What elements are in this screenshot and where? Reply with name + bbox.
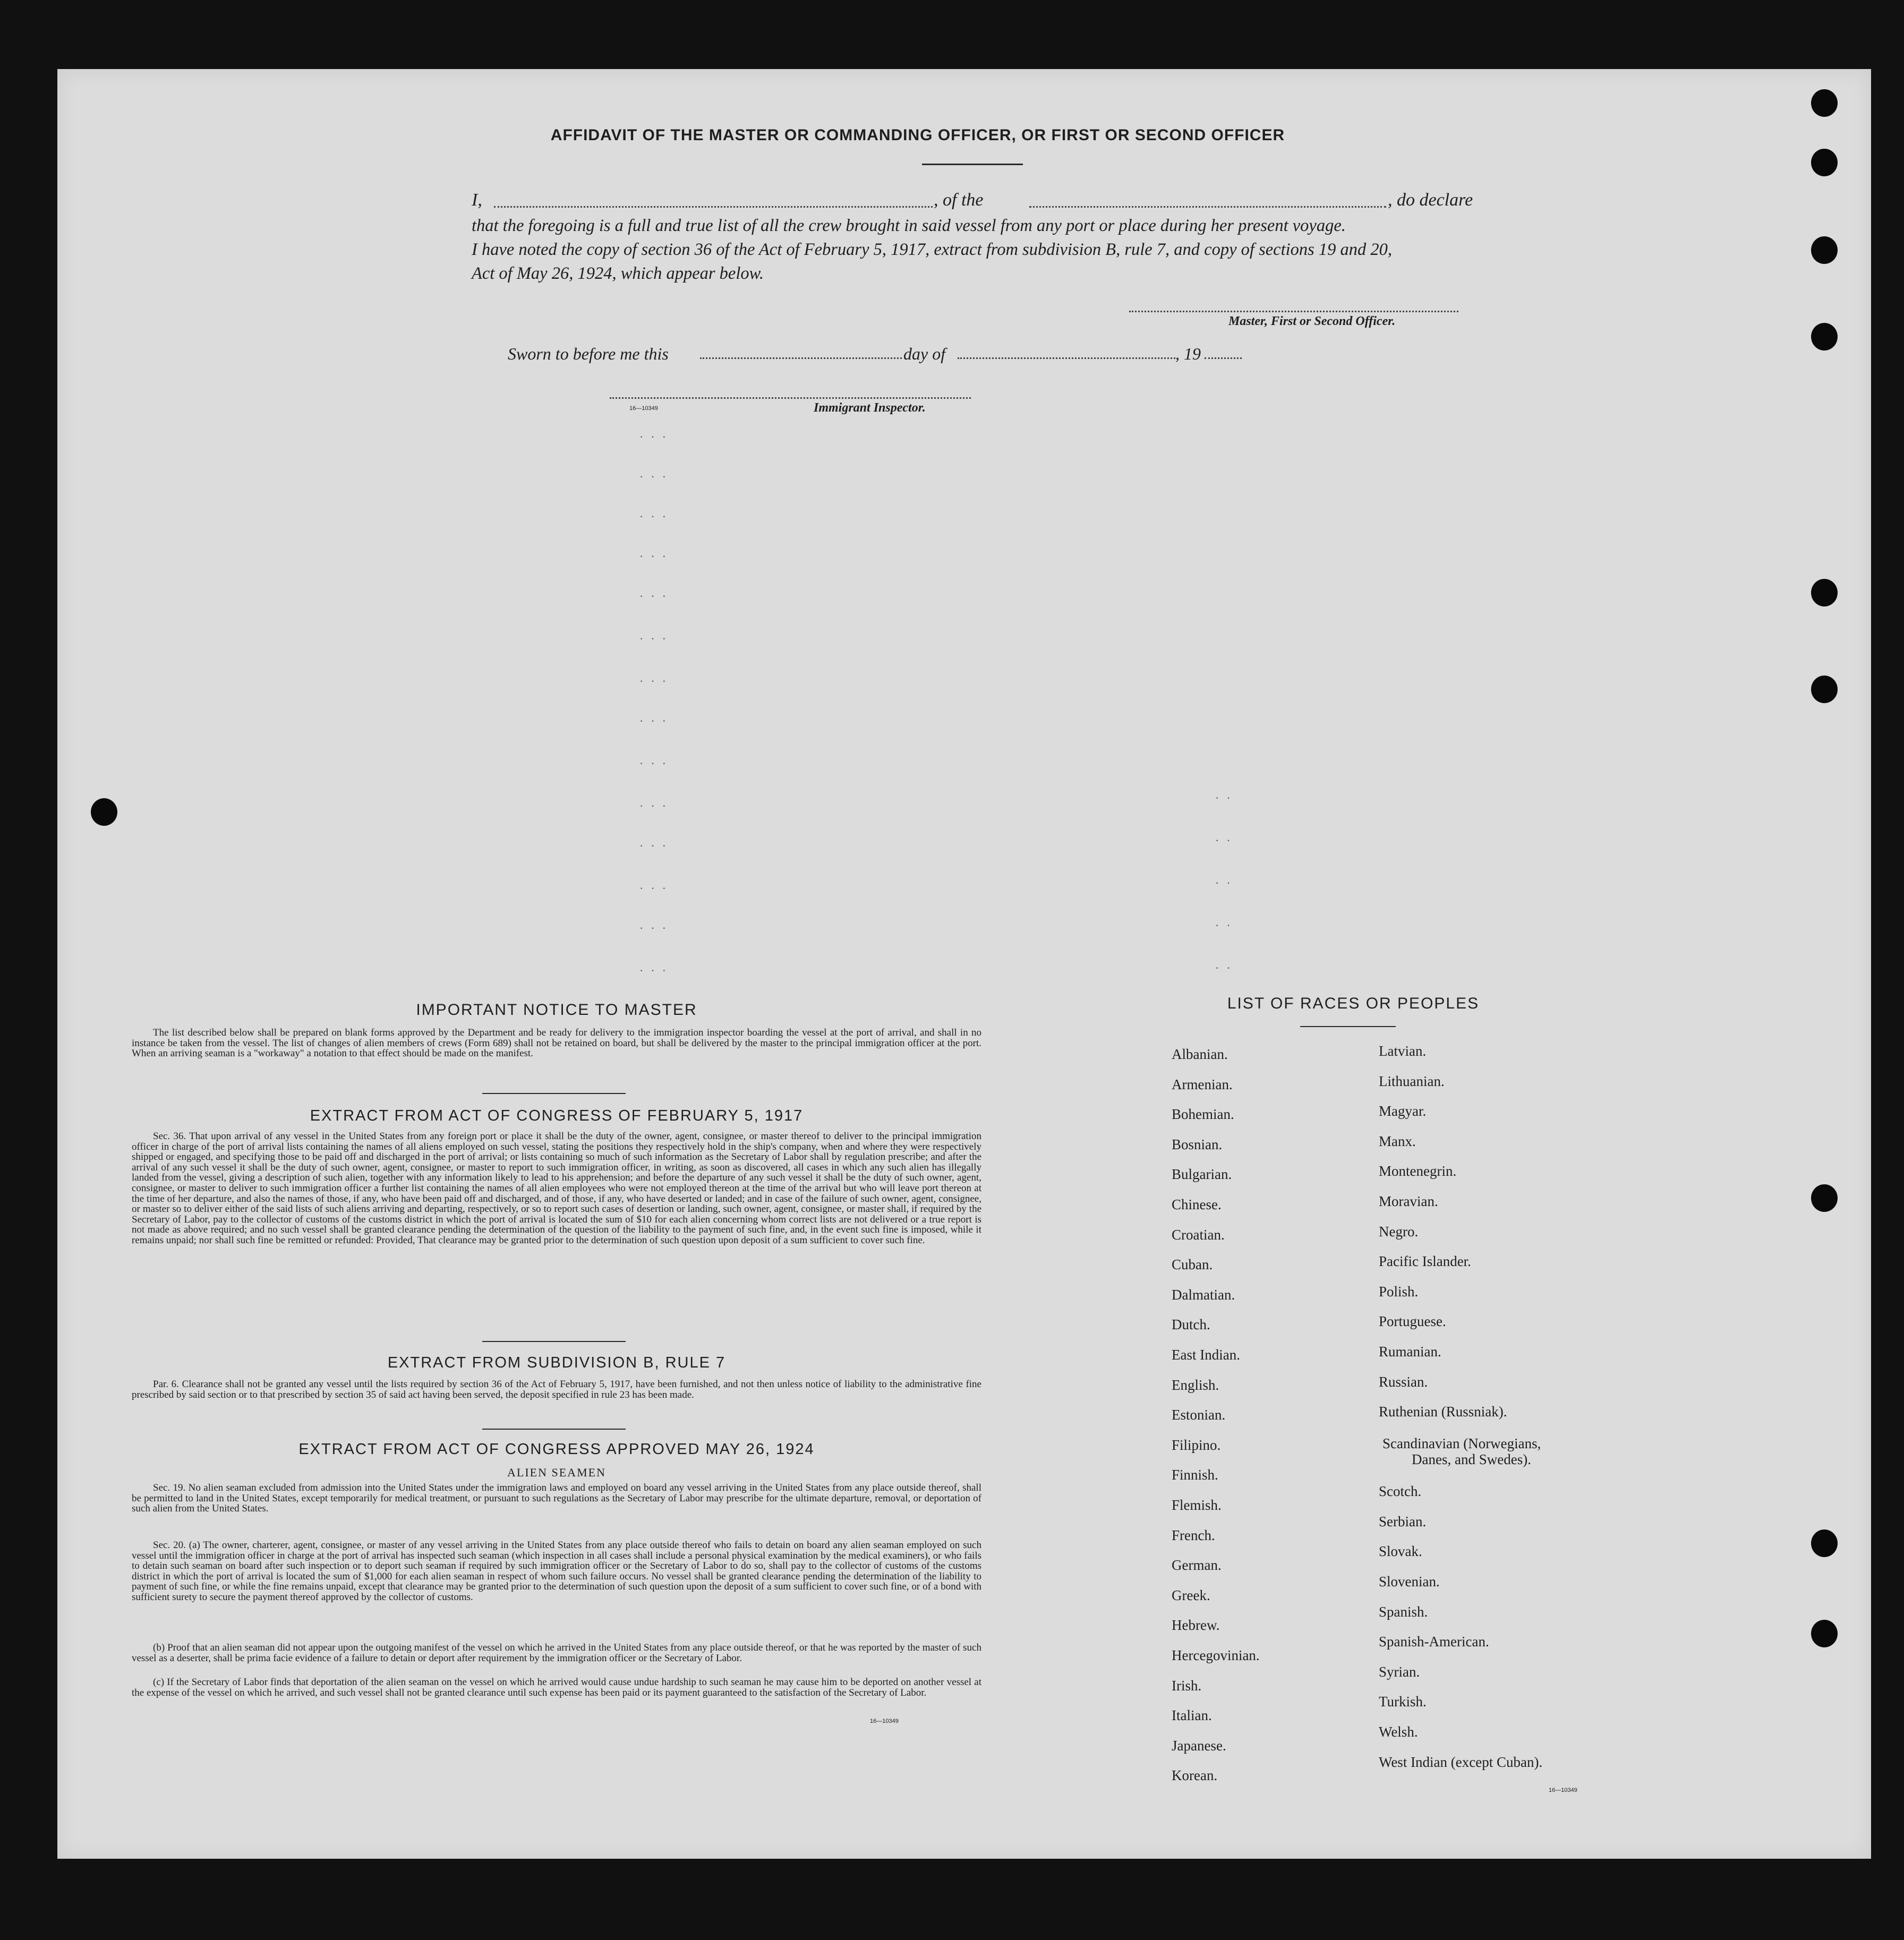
races-title-underline — [1300, 1026, 1396, 1027]
alien-seamen-subtitle: ALIEN SEAMEN — [507, 1466, 606, 1479]
race-item: Slovak. — [1379, 1543, 1422, 1560]
race-item: Montenegrin. — [1379, 1163, 1457, 1180]
guide-dots: ·· — [1215, 919, 1238, 932]
binder-hole — [1811, 676, 1838, 703]
race-item: Serbian. — [1379, 1513, 1427, 1529]
notice-text: The list described below shall be prepared on blank forms approved by the Department and be ready for delivery to the immigration inspector boarding the vessel at the port of arrival, and shall in no instance be taken from the vessel. The list of changes of alien members of crews (Form 689) shall not be retained on board, but shall be delivered by the master to the principal immigration officer at the port. When an arriving seaman is a "workaway" a notation to that effect should be made on the manifest. — [132, 1027, 981, 1059]
race-item: Spanish-American. — [1379, 1634, 1489, 1650]
signature-field[interactable] — [1129, 311, 1458, 312]
race-item: English. — [1172, 1377, 1219, 1393]
affidavit-declare: , do declare — [1388, 190, 1473, 210]
binder-hole — [1811, 1620, 1838, 1647]
guide-dots: ·· — [1215, 961, 1238, 975]
race-item: Greek. — [1172, 1587, 1210, 1603]
sworn-year-field[interactable] — [1205, 357, 1242, 359]
race-item: Scotch. — [1379, 1483, 1422, 1500]
race-item: Korean. — [1172, 1767, 1218, 1784]
binder-hole — [1811, 579, 1838, 606]
binder-hole — [1811, 149, 1838, 176]
vessel-field[interactable] — [1029, 206, 1386, 208]
race-item: Japanese. — [1172, 1737, 1226, 1754]
race-item: Latvian. — [1379, 1043, 1427, 1059]
race-item: Turkish. — [1379, 1694, 1427, 1710]
inspector-signature-field[interactable] — [610, 397, 971, 399]
form-number: 16—10349 — [870, 1718, 899, 1724]
guide-dots: ··· — [639, 757, 673, 770]
name-field[interactable] — [494, 206, 933, 208]
extract-1917-title: EXTRACT FROM ACT OF CONGRESS OF FEBRUARY 5, 1917 — [310, 1107, 804, 1124]
guide-dots: ··· — [639, 964, 673, 977]
guide-dots: ··· — [639, 799, 673, 813]
sworn-day-field[interactable] — [700, 357, 902, 359]
guide-dots: ··· — [639, 430, 673, 443]
sworn-month-field[interactable] — [958, 357, 1175, 359]
race-item: Syrian. — [1379, 1663, 1420, 1680]
sworn-prefix: Sworn to before me this — [508, 344, 669, 363]
affidavit-line-3: I have noted the copy of section 36 of the Act of February 5, 1917, extract from subdivision B, rule 7, and copy of sections 19 and 20, — [472, 240, 1393, 259]
guide-dots: ··· — [639, 921, 673, 935]
race-item: Irish. — [1172, 1677, 1202, 1694]
race-item: Dalmatian. — [1172, 1286, 1235, 1303]
race-item: Spanish. — [1379, 1603, 1428, 1620]
race-item: Polish. — [1379, 1283, 1419, 1300]
extract-rule7-text: Par. 6. Clearance shall not be granted any vessel until the lists required by section 36 of the Act of February 5, 1917, have been furnished, and not then unless notice of liability to the administrative fine prescribed by said section or to that prescribed by section 35 of said act having been served, the deposit specified in rule 23 has been made. — [132, 1379, 981, 1400]
race-item: East Indian. — [1172, 1347, 1240, 1363]
race-item: Rumanian. — [1379, 1344, 1441, 1360]
extract-1924-title: EXTRACT FROM ACT OF CONGRESS APPROVED MAY 26, 1924 — [298, 1441, 815, 1458]
guide-dots: ·· — [1215, 791, 1238, 805]
guide-dots: ··· — [639, 550, 673, 563]
race-item: Estonian. — [1172, 1407, 1226, 1423]
inspector-label: Immigrant Inspector. — [814, 401, 926, 415]
guide-dots: ··· — [639, 510, 673, 523]
form-number: 16—10349 — [629, 405, 658, 412]
binder-hole — [1811, 236, 1838, 264]
binder-hole — [1811, 1529, 1838, 1557]
race-item: Hercegovinian. — [1172, 1647, 1260, 1663]
sec-20c-text: (c) If the Secretary of Labor finds that deportation of the alien seaman on the vessel on which he arrived would cause undue hardship to such seaman he may cause him to be deported on another vessel at the expense of the vessel on which he arrived, and such vessel shall not be granted clearance until such expense has been paid or its payment guaranteed to the satisfaction of the Secretary of Labor. — [132, 1677, 981, 1698]
race-item: Russian. — [1379, 1373, 1428, 1390]
race-item: Manx. — [1379, 1133, 1416, 1149]
sec-20a-text: Sec. 20. (a) The owner, charterer, agent, consignee, or master of any vessel arriving in the United States from any place outside thereof who fails to detain on board any alien seaman employed on such vessel until the immigration officer in charge at the port of arrival has inspected such seaman (which inspection in all cases shall include a personal physical examination by the medical examiners), or who fails to detain such seaman on board after such inspection or to deport such seaman if required by such immigration officer or the Secretary of Labor to do so, shall pay to the collector of customs of the customs district in which the port of arrival is located the sum of $1,000 for each alien seaman in respect of whom such failure occurs. No vessel shall be granted clearance pending the determination of the liability to payment of such fine, or while the fine remains unpaid, except that clearance may be granted prior to the determination of such question upon the deposit of a sum sufficient to cover such fine, or of a bond with sufficient surety to secure the payment thereof approved by the collector of customs. — [132, 1540, 981, 1603]
affidavit-title: AFFIDAVIT OF THE MASTER OR COMMANDING OFFICER, OR FIRST OR SECOND OFFICER — [550, 126, 1285, 144]
sworn-day-label: day of — [903, 344, 946, 363]
race-item: Scandinavian (Norwegians, — [1382, 1435, 1541, 1452]
race-item: Filipino. — [1172, 1437, 1221, 1453]
section-divider — [482, 1093, 626, 1094]
binder-hole — [1811, 89, 1838, 117]
race-item: Dutch. — [1172, 1317, 1210, 1333]
race-item: Lithuanian. — [1379, 1073, 1445, 1089]
race-item: Hebrew. — [1172, 1617, 1220, 1634]
race-item: Armenian. — [1172, 1076, 1233, 1092]
form-number: 16—10349 — [1549, 1787, 1577, 1793]
race-item: Portuguese. — [1379, 1313, 1446, 1330]
guide-dots: ··· — [639, 839, 673, 852]
section-divider — [482, 1341, 626, 1342]
affidavit-of-the: , of the — [934, 190, 984, 210]
guide-dots: ··· — [639, 714, 673, 728]
extract-1917-text: Sec. 36. That upon arrival of any vessel in the United States from any foreign port or place it shall be the duty of the owner, agent, consignee, or master thereof to deliver to the principal immigration officer in charge of the port of arrival lists containing the names of all aliens employed on such vessel, stating the positions they respectively hold in the ship's company, when and where they were respectively shipped or engaged, and specifying those to be paid off and discharged in the port of arrival; or lists containing so much of such information as the Secretary of Labor shall by regulation prescribe; and after the arrival of any such vessel it shall be the duty of such owner, agent, consignee, or master to report to such immigration officer, in writing, as soon as discovered, all cases in which any such alien has illegally landed from the vessel, giving a description of such alien, together with any information likely to lead to his apprehension; and before the departure of any such vessel it shall be the duty of such owner, agent, consignee, or master to deliver to such immigration officer a further list containing the names of all alien employees who were not employed thereon at the time of the arrival but who will leave port thereon at the time of her departure, and also the names of those, if any, who have been paid off and discharged, and of those, if any, who have deserted or landed; and in case of the failure of such owner, agent, consignee, or master so to deliver either of the said lists of such aliens arriving and departing, respectively, or so to report such cases of desertion or landing, such owner, agent, consignee, or master shall, if required by the Secretary of Labor, pay to the collector of customs of the customs district in which the port of arrival is located the sum of $10 for each alien concerning whom correct lists are not delivered or a true report is not made as above required; and no such vessel shall be granted clearance pending the determination of the question of the liability to the payment of such fine, and, in the event such fine is imposed, while it remains unpaid; nor shall such fine be remitted or refunded: Provided, That clearance may be granted prior to the determination of such question upon deposit of a sum sufficient to cover such fine. — [132, 1131, 981, 1246]
race-item: Cuban. — [1172, 1257, 1213, 1273]
race-item: Magyar. — [1379, 1103, 1427, 1119]
race-item: Bulgarian. — [1172, 1166, 1232, 1183]
race-item: Slovenian. — [1379, 1574, 1440, 1589]
notice-title: IMPORTANT NOTICE TO MASTER — [416, 1001, 697, 1019]
race-item: German. — [1172, 1557, 1222, 1574]
guide-dots: ··· — [639, 674, 673, 688]
guide-dots: ·· — [1215, 834, 1238, 847]
race-item: Albanian. — [1172, 1046, 1228, 1062]
race-item: West Indian (except Cuban). — [1379, 1754, 1543, 1770]
race-item: Negro. — [1379, 1223, 1419, 1240]
race-item: Croatian. — [1172, 1226, 1225, 1243]
race-item: Welsh. — [1379, 1724, 1418, 1740]
race-item: Flemish. — [1172, 1497, 1222, 1513]
race-item: Bohemian. — [1172, 1106, 1234, 1123]
section-divider — [482, 1429, 626, 1430]
race-item: Danes, and Swedes). — [1412, 1451, 1531, 1468]
binder-hole — [1811, 323, 1838, 351]
guide-dots: ··· — [639, 470, 673, 483]
title-underline — [922, 164, 1023, 165]
document-page — [57, 69, 1871, 1859]
affidavit-line-4: Act of May 26, 1924, which appear below. — [472, 264, 764, 283]
race-item: Ruthenian (Russniak). — [1379, 1404, 1507, 1420]
race-item: Italian. — [1172, 1707, 1212, 1724]
affidavit-line-2: that the foregoing is a full and true list of all the crew brought in said vessel from any port or place during her present voyage. — [472, 216, 1346, 235]
sec-20b-text: (b) Proof that an alien seaman did not appear upon the outgoing manifest of the vessel on which he arrived in the United States from any place outside thereof, or that he was reported by the master of such vessel as a deserter, shall be prima facie evidence of a failure to detain or deport after requirement by the immigration officer or the Secretary of Labor. — [132, 1642, 981, 1664]
guide-dots: ··· — [639, 589, 673, 603]
guide-dots: ·· — [1215, 876, 1238, 890]
race-item: Chinese. — [1172, 1197, 1222, 1212]
race-item: Finnish. — [1172, 1467, 1218, 1483]
binder-hole — [91, 798, 117, 826]
guide-dots: ··· — [639, 632, 673, 645]
race-item: Pacific Islander. — [1379, 1253, 1471, 1270]
race-item: French. — [1172, 1527, 1215, 1543]
sec-19-text: Sec. 19. No alien seaman excluded from admission into the United States under the immigration laws and employed on board any vessel arriving in the United States from any place outside thereof, shall be permitted to land in the United States, except temporarily for medical treatment, or pursuant to such regulations as the Secretary of Labor may prescribe for the ultimate departure, removal, or deportation of such alien from the United States. — [132, 1482, 981, 1515]
signature-label: Master, First or Second Officer. — [1228, 314, 1396, 328]
binder-hole — [1811, 1184, 1838, 1212]
race-item: Bosnian. — [1172, 1136, 1223, 1152]
extract-rule7-title: EXTRACT FROM SUBDIVISION B, RULE 7 — [387, 1354, 726, 1371]
guide-dots: ··· — [639, 882, 673, 895]
affidavit-i: I, — [472, 190, 482, 210]
sworn-year-label: , 19 — [1175, 344, 1201, 363]
races-title: LIST OF RACES OR PEOPLES — [1227, 995, 1480, 1012]
race-item: Moravian. — [1379, 1193, 1438, 1209]
